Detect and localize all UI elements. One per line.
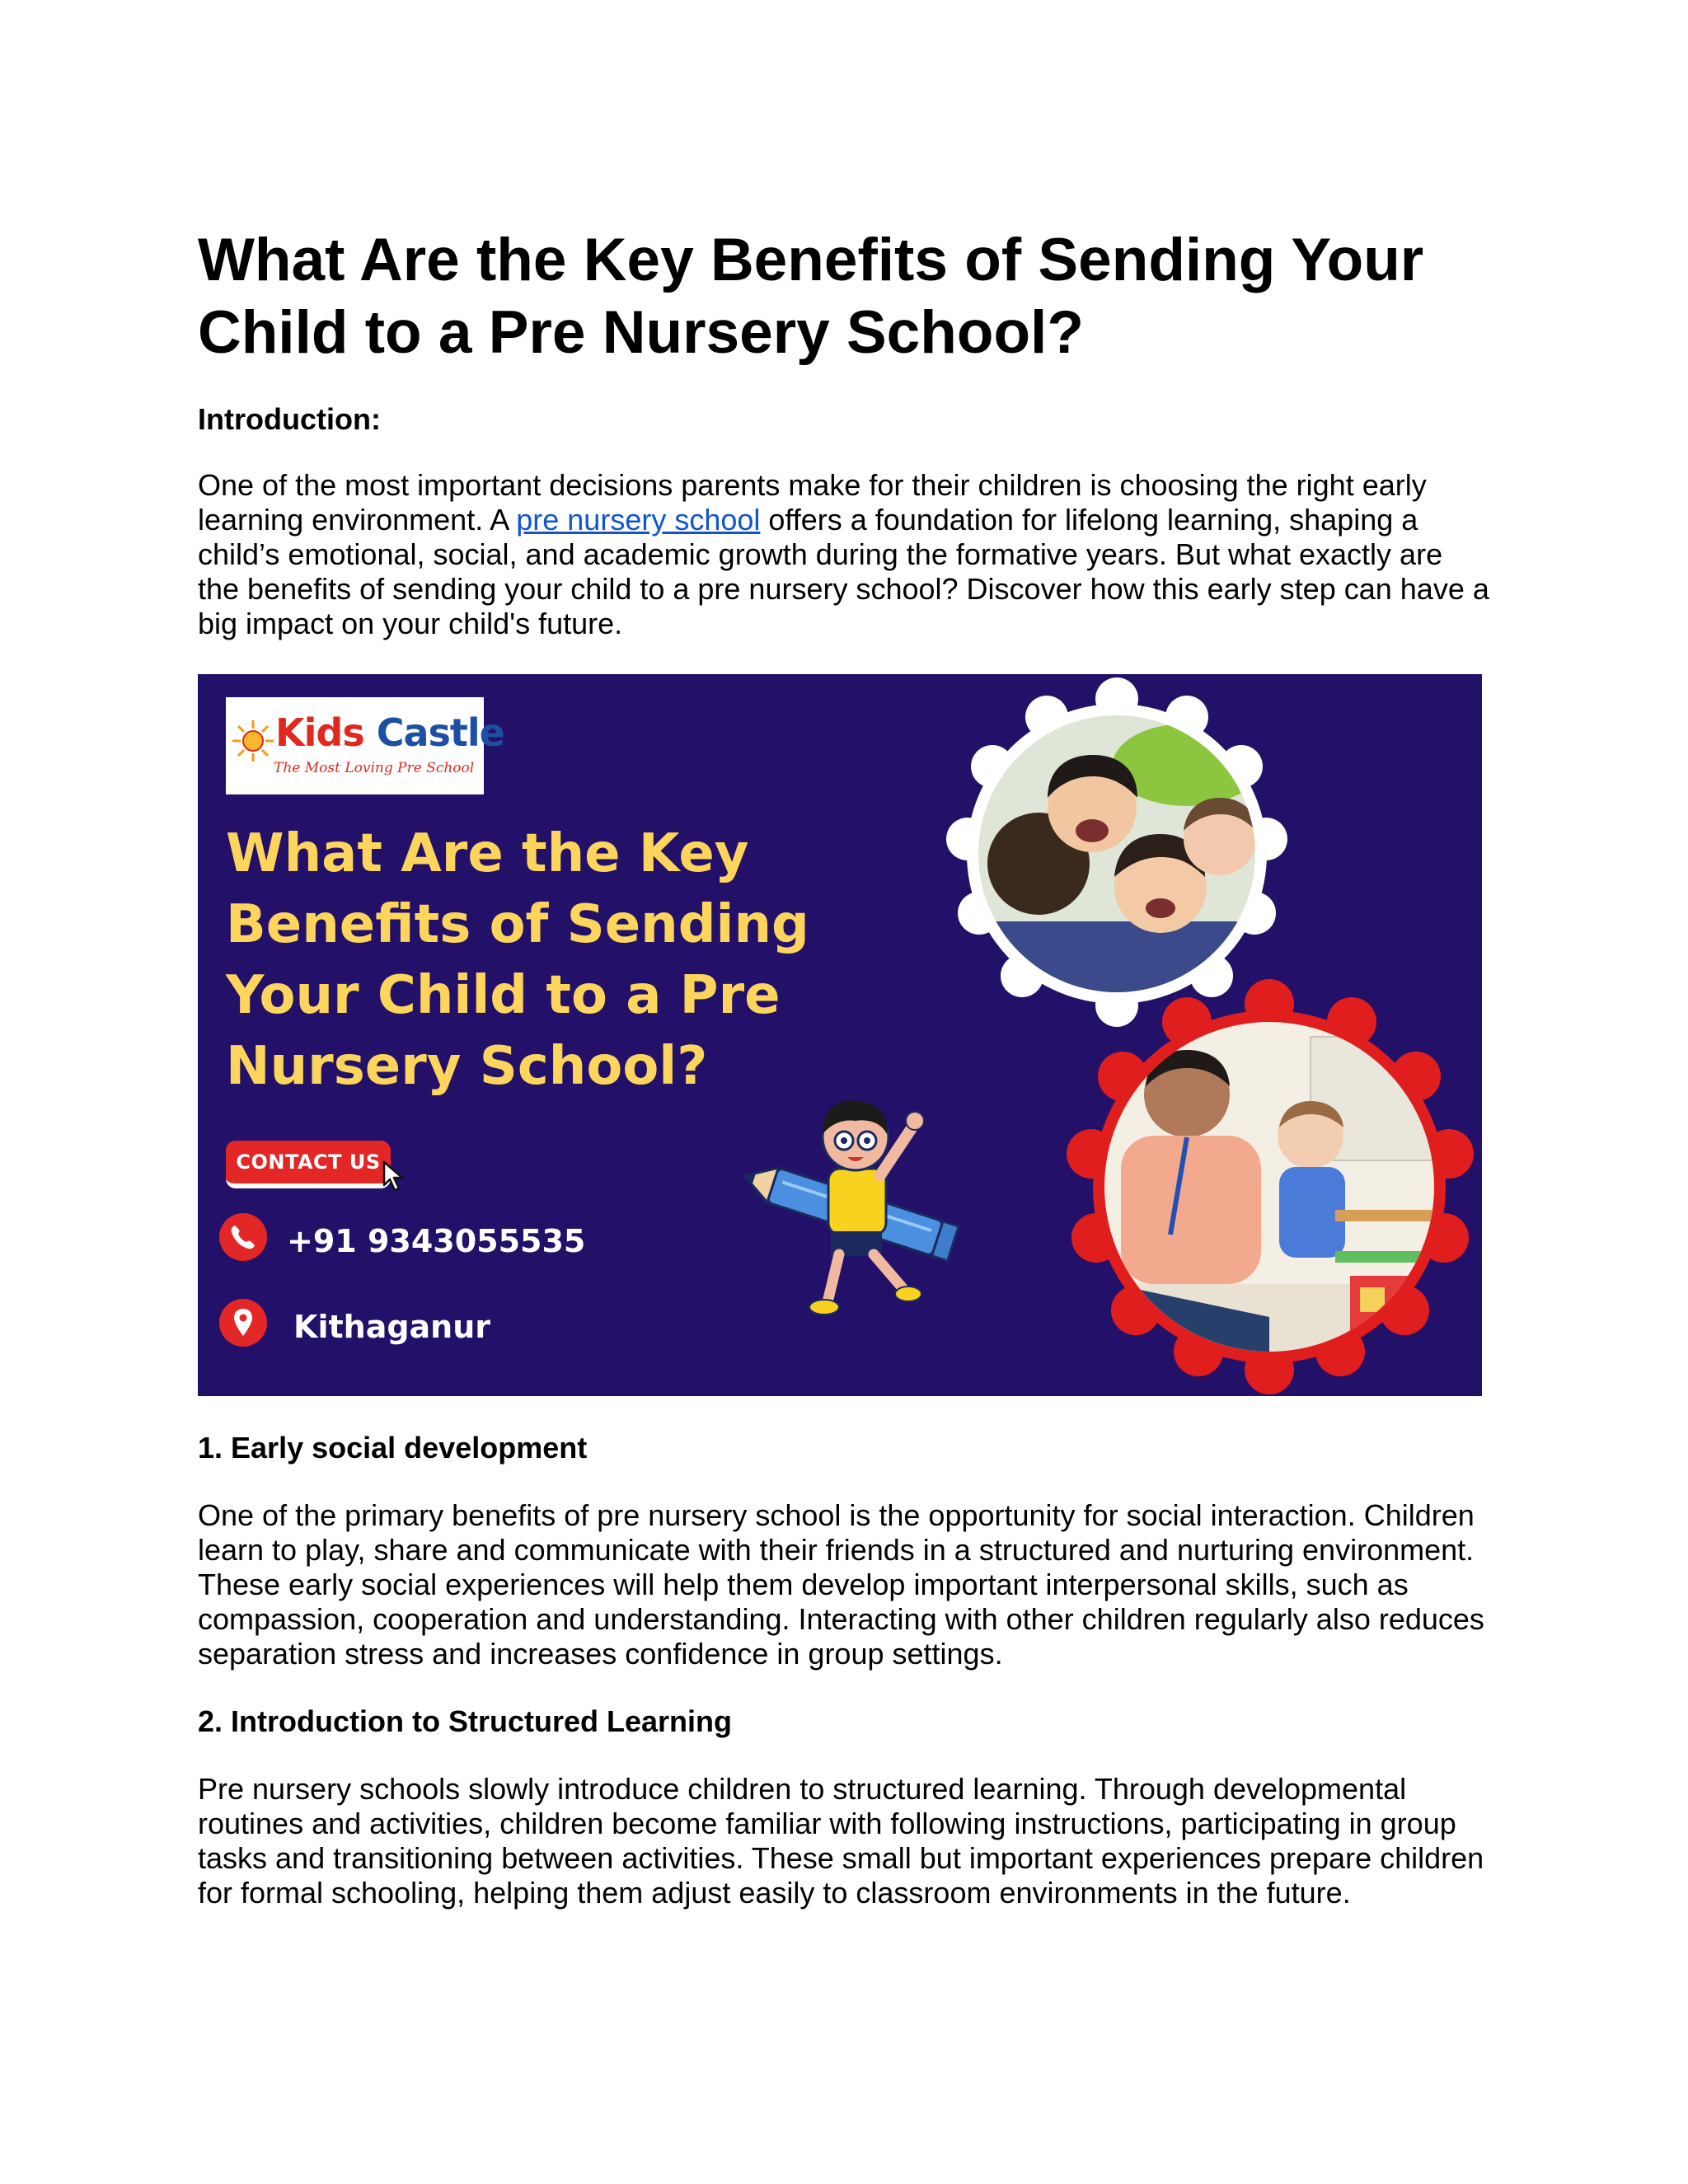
boy-with-pencil-illustration: [742, 1086, 964, 1333]
page-title: What Are the Key Benefits of Sending Your Child to a Pre Nursery School?: [198, 227, 1424, 366]
sun-icon: [231, 719, 275, 763]
contact-us-button[interactable]: CONTACT US: [226, 1141, 391, 1188]
intro-text-end: offers a foundation for lifelong learning, shaping a child’s emotional, social, and academic growth during the formative years. But what exactly are the benefits of sending your child to a pre nursery school? Discover how this early step can have a big impact on your child's future.: [198, 503, 1489, 640]
intro-heading: Introduction:: [198, 402, 381, 436]
location-name: Kithaganur: [293, 1309, 491, 1345]
logo-kids-text: Kids: [275, 710, 364, 755]
banner-headline: What Are the Key Benefits of Sending Your Child to a Pre Nursery School?: [226, 823, 809, 1097]
logo-wordmark: [275, 710, 504, 755]
promo-banner: [198, 674, 1482, 1396]
section-body-structured: Pre nursery schools slowly introduce children to structured learning. Through developmental routines and activities, children become familiar with following instructions, participating in group tasks and transitioning between activities. These small but important experiences prepare children for formal schooling, helping them adjust easily to classroom environments in the future.: [198, 1772, 1484, 1910]
pre-nursery-school-link[interactable]: pre nursery school: [516, 503, 761, 537]
intro-paragraph: [198, 468, 1492, 641]
logo-tagline: The Most Loving Pre School: [274, 760, 475, 776]
intro-text-start: One of the most important decisions parents make for their children is choosing the right early learning environment. A: [198, 468, 1427, 537]
location-pin-icon: [219, 1299, 267, 1347]
teacher-and-child-photo: [1063, 971, 1482, 1396]
phone-number[interactable]: +91 9343055535: [287, 1223, 586, 1259]
phone-icon: [219, 1213, 267, 1261]
logo-castle-text: Castle: [376, 710, 504, 755]
cursor-icon: [381, 1160, 409, 1192]
section-heading-social: 1. Early social development: [198, 1431, 588, 1465]
section-body-social: One of the primary benefits of pre nursery school is the opportunity for social interaction. Children learn to play, share and communicate with their friends in a structured and nurturing environment. These early social experiences will help them develop important interpersonal skills, such as compassion, cooperation and understanding. Interacting with other children regularly also reduces separation stress and increases confidence in group settings.: [198, 1498, 1484, 1671]
section-heading-structured: 2. Introduction to Structured Learning: [198, 1704, 732, 1738]
kids-castle-logo: [226, 697, 504, 794]
